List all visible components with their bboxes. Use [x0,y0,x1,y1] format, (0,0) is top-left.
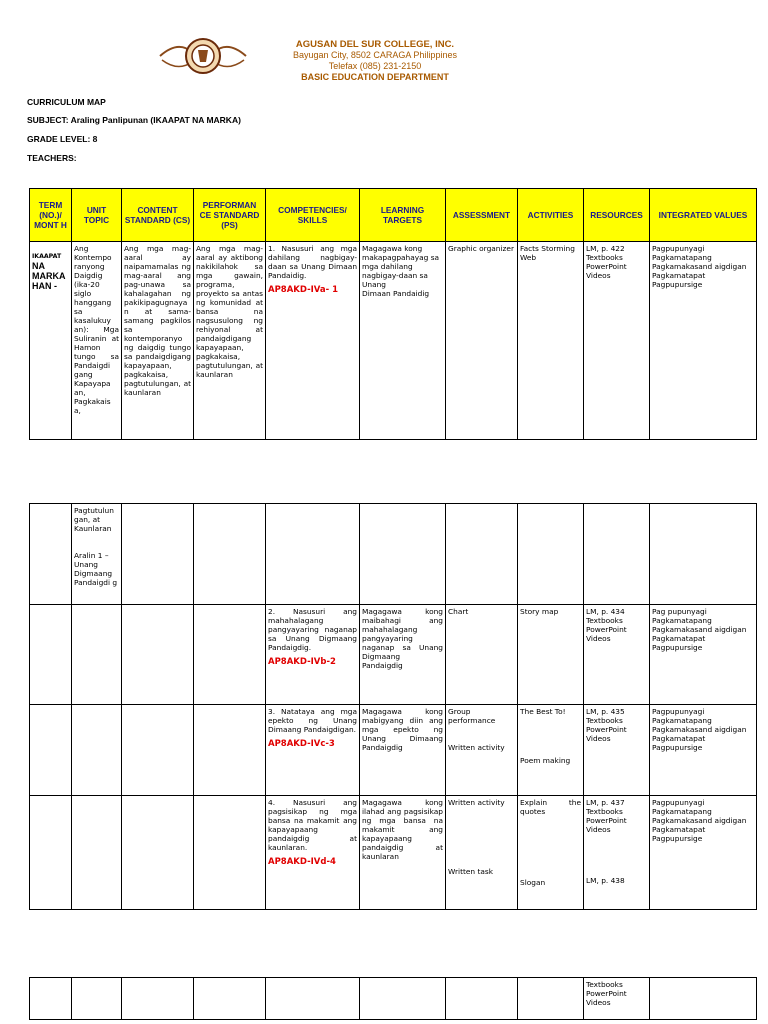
empty-cell [266,504,360,605]
col-content-standard: CONTENT STANDARD (CS) [122,189,194,242]
col-learning-targets: LEARNING TARGETS [360,189,446,242]
assessment-2: Written task [448,867,494,876]
competency-cell [266,605,360,705]
empty-cell [72,705,122,796]
resources-cell [584,796,650,910]
empty-cell [360,504,446,605]
learning-target-cell: Magagawa kong ilahad ang pagsisikap ng mga bansa na makamit ang kapayapaang pandaigdig at kaunlaran [360,796,446,910]
spacer [448,725,515,743]
values-cell: Pagpupunyagi Pagkamatapang Pagkamakasand aigdigan Pagkamatapat Pagpupursige [650,242,757,440]
subject-line: SUBJECT: Araling Panlipunan (IKAAPAT NA MARKA) [27,115,241,125]
grade-level-line: GRADE LEVEL: 8 [27,134,98,144]
competency-code: AP8AKD-IVd-4 [268,857,336,867]
table-row [30,242,757,440]
competency-cell [266,796,360,910]
col-activities: ACTIVITIES [518,189,584,242]
values-cell: Pagpupunyagi Pagkamatapang Pagkamakasand aigdigan Pagkamatapat Pagpupursige [650,705,757,796]
spacer [520,716,581,756]
values-cell: Pagpupunyagi Pagkamatapang Pagkamakasand aigdigan Pagkamatapat Pagpupursige [650,796,757,910]
performance-standard-cell: Ang mga mag-aaral ay aktibong nakikilahok sa mga gawain, programa, proyekto sa antas ng komunidad at bansa na nagsusulong ng rehiyonal at pandaigdigang kapayapaan, pagkakaisa, pagtutulungan, at kaunlaran [194,242,266,440]
empty-cell [194,605,266,705]
empty-cell [446,504,518,605]
empty-cell [122,504,194,605]
assessment-1: Group performance [448,707,496,725]
term-cell [30,242,72,440]
competency-text: 2. Nasusuri ang mahahalagang pangyayaring naganap sa Unang Digmaang Pandaigdig. [268,607,357,652]
learning-target-cell: Magagawa kong makapagpahayag sa mga dahilang nagbigay-daan sa Unang Dimaan Pandaidig [360,242,446,440]
competency-text: 3. Natataya ang mga epekto ng Unang Dimaang Pandaigdigan. [268,707,357,734]
resources-2: LM, p. 438 [586,876,625,885]
resources-1: LM, p. 437 Textbooks PowerPoint Videos [586,798,627,834]
assessment-cell [446,705,518,796]
school-telefax: Telefax (085) 231-2150 [328,61,422,71]
competency-code: AP8AKD-IVa- 1 [268,285,339,295]
activities-cell [518,705,584,796]
teachers-line: TEACHERS: [27,153,77,163]
resources-cell: Textbooks PowerPoint Videos [584,978,650,1020]
empty-cell [122,605,194,705]
competency-code: AP8AKD-IVb-2 [268,657,336,667]
unit-topic-cell [72,504,122,605]
empty-cell [194,504,266,605]
empty-cell [122,978,194,1020]
competency-cell [266,242,360,440]
activity-2: Slogan [520,878,546,887]
empty-cell [518,504,584,605]
col-unit-topic: UNIT TOPIC [72,189,122,242]
empty-cell [122,796,194,910]
empty-cell [360,978,446,1020]
content-standard-cell: Ang mga mag-aaral ay naipamamalas ng mag-aaral ang pag-unawa sa kahalagahan ng pakikipagugnaya n at sama-samang pagkilos sa kontemporanyo ng daigdig tungo sa pandaigdigang kapayapaan, pagkakaisa, pagtutulungan, at kaunlaran [122,242,194,440]
activity-2: Poem making [520,756,571,765]
school-name: AGUSAN DEL SUR COLLEGE, INC. [295,39,455,50]
competency-text: 4. Nasusuri ang pagsisikap ng mga bansa na makamit ang kapayapaang pandaigdig at kaunlaran. [268,798,357,852]
competency-text: 1. Nasusuri ang mga dahilang nagbigay-daan sa Unang Dimaan Pandaidig. [268,244,357,280]
spacer [586,834,647,876]
term-big: NA MARKA HAN - [32,261,66,291]
col-term: TERM (NO.)/ MONT H [30,189,72,242]
assessment-cell [446,796,518,910]
col-integrated-values: INTEGRATED VALUES [650,189,757,242]
activities-cell: Facts Storming Web [518,242,584,440]
spacer [520,816,581,878]
competency-cell [266,705,360,796]
activity-1: Explain the quotes [520,798,581,816]
term-small: IKAAPAT [32,253,62,260]
resources-cell: LM, p. 435 Textbooks PowerPoint Videos [584,705,650,796]
header-row [30,189,757,242]
resources-cell: LM, p. 434 Textbooks PowerPoint Videos [584,605,650,705]
activities-cell: Story map [518,605,584,705]
unit-topic-cont: Pagtutulun gan, at Kaunlaran [74,506,114,533]
empty-cell [30,504,72,605]
document-title: CURRICULUM MAP [27,97,106,107]
curriculum-table-1 [29,188,757,440]
table-row [30,705,757,796]
values-cell: Pag pupunyagi Pagkamatapang Pagkamakasand aigdigan Pagkamatapat Pagpupursige [650,605,757,705]
assessment-cell: Graphic organizer [446,242,518,440]
col-resources: RESOURCES [584,189,650,242]
empty-cell [584,504,650,605]
empty-cell [446,978,518,1020]
department-name: BASIC EDUCATION DEPARTMENT [301,72,449,82]
empty-cell [194,705,266,796]
school-address: Bayugan City, 8502 CARAGA Philippines [293,50,457,60]
table-row [30,796,757,910]
empty-cell [122,705,194,796]
empty-cell [30,705,72,796]
col-assessment: ASSESSMENT [446,189,518,242]
activities-cell [518,796,584,910]
college-seal-icon [158,36,248,76]
empty-cell [518,978,584,1020]
empty-cell [266,978,360,1020]
curriculum-table-2 [29,503,757,910]
empty-cell [30,796,72,910]
table-row [30,504,757,605]
col-performance-standard: PERFORMAN CE STANDARD (PS) [194,189,266,242]
col-competencies: COMPETENCIES/ SKILLS [266,189,360,242]
assessment-2: Written activity [448,743,505,752]
unit-topic-cell: Ang Kontempo ranyong Daigdig (ika-20 siglo hanggang sa kasalukuy an): Mga Suliranin at Hamon tungo sa Pandaigdi gang Kapayapa an, Pagkakais a, [72,242,122,440]
curriculum-table-3 [29,977,757,1020]
school-header [260,39,490,83]
empty-cell [194,796,266,910]
spacer [448,807,515,867]
activity-1: The Best To! [520,707,566,716]
assessment-cell: Chart [446,605,518,705]
empty-cell [30,605,72,705]
table-row [30,605,757,705]
empty-cell [30,978,72,1020]
resources-cell: LM, p. 422 Textbooks PowerPoint Videos [584,242,650,440]
empty-cell [194,978,266,1020]
table-row [30,978,757,1020]
assessment-1: Written activity [448,798,505,807]
aralin-title: Aralin 1 – Unang Digmaang Pandaigdi g [74,551,118,587]
empty-cell [650,504,757,605]
spacer [74,533,119,551]
learning-target-cell: Magagawa kong mabigyang diin ang mga epekto ng Unang Dimaang Pandaigdig [360,705,446,796]
empty-cell [72,796,122,910]
empty-cell [650,978,757,1020]
empty-cell [72,605,122,705]
competency-code: AP8AKD-IVc-3 [268,739,335,749]
learning-target-cell: Magagawa kong maibahagi ang mahahalagang pangyayaring naganap sa Unang Digmaang Pandaigdig [360,605,446,705]
empty-cell [72,978,122,1020]
